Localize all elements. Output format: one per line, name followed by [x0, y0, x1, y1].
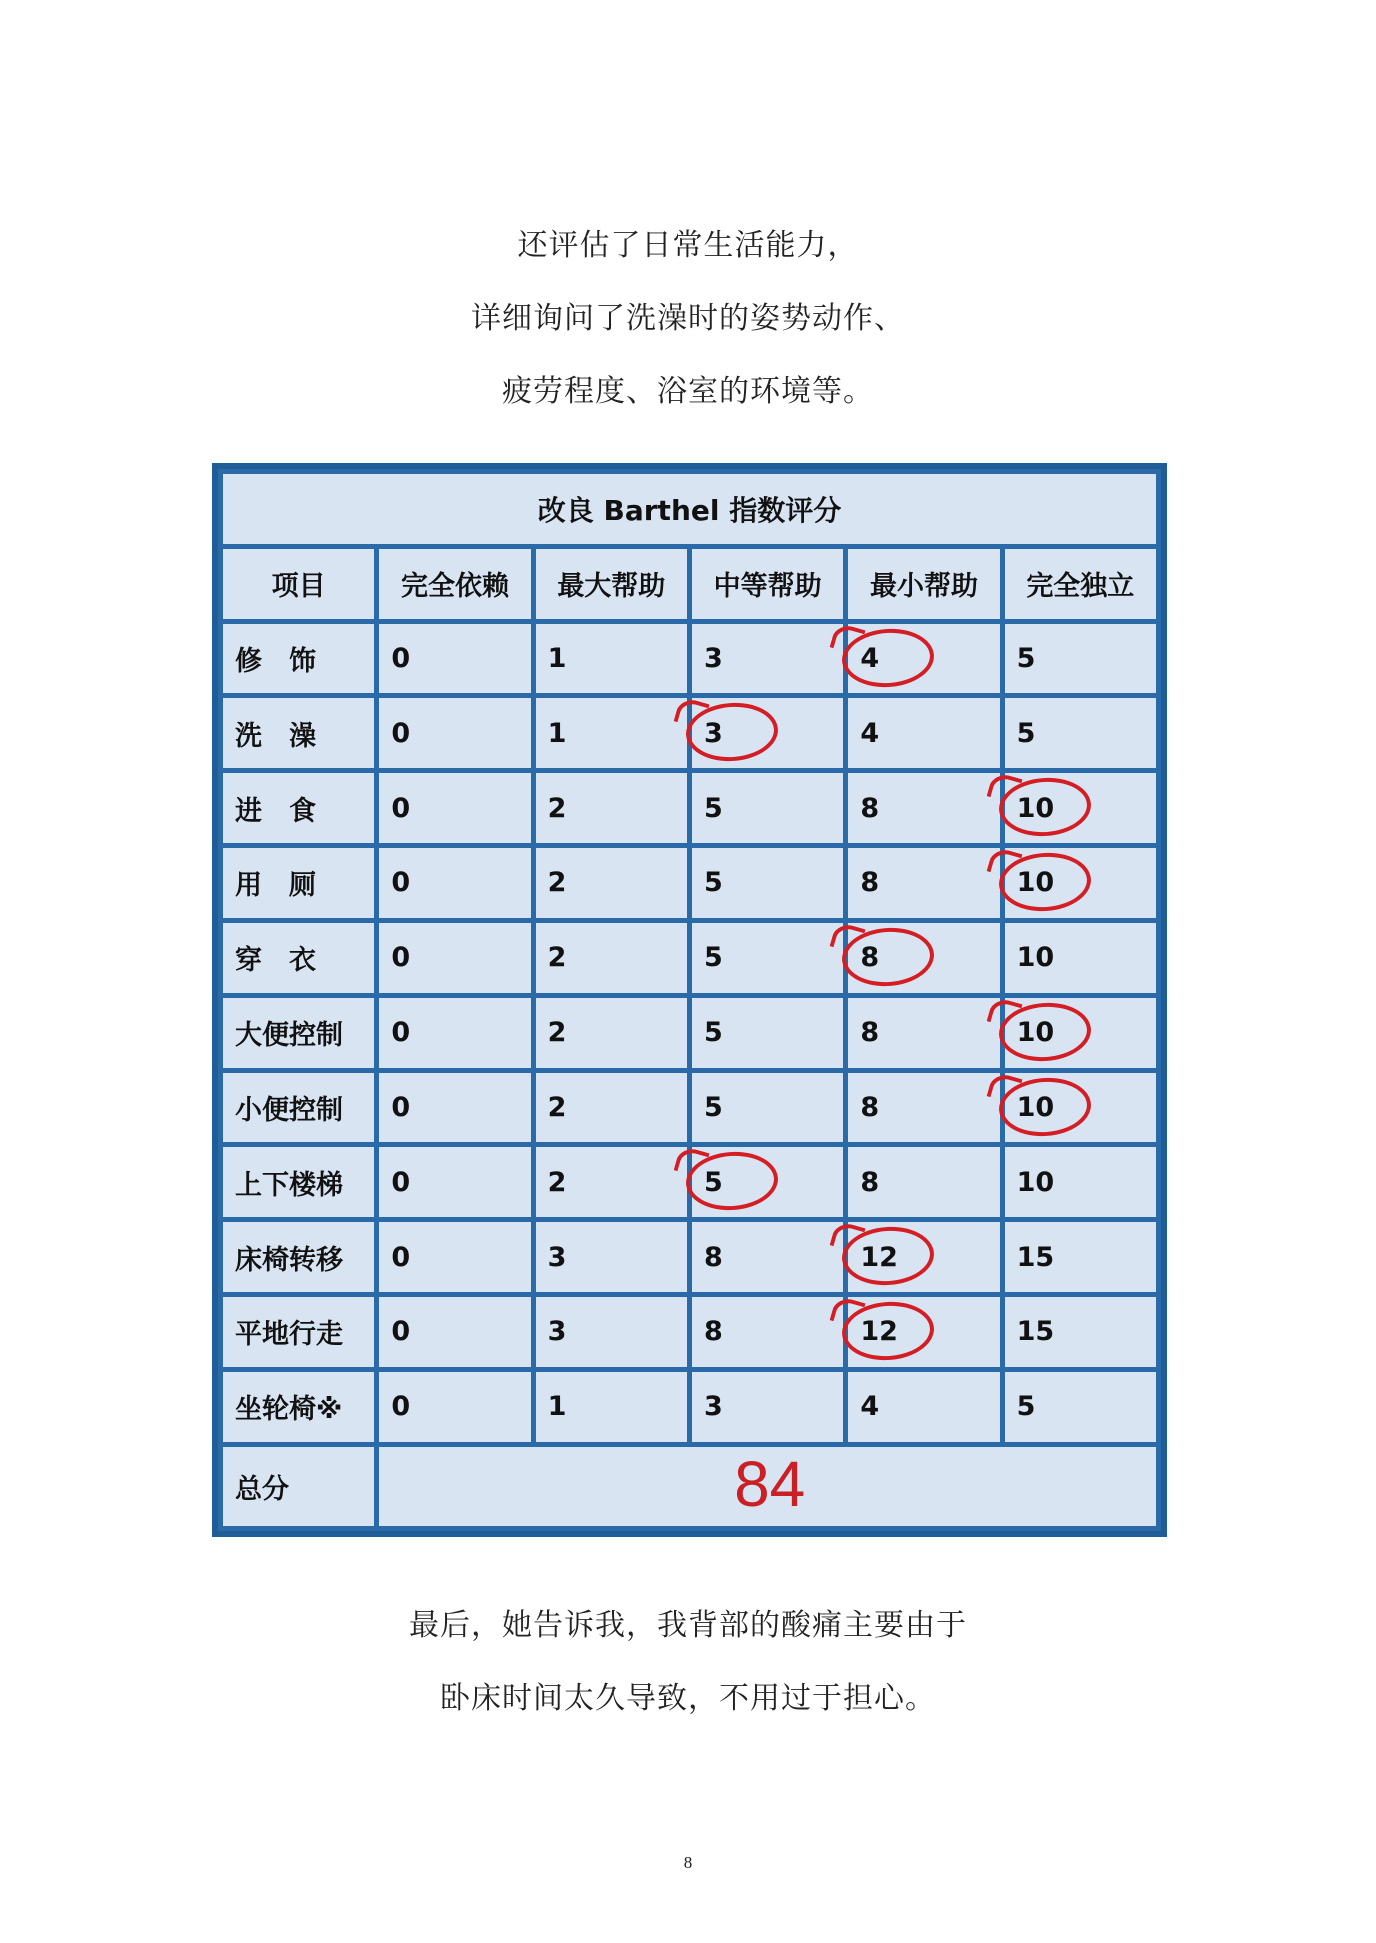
table-row [221, 1070, 1159, 1145]
score-value: 0 [391, 1017, 411, 1049]
total-row [221, 1444, 1159, 1528]
closing-line-2: 卧床时间太久导致，不用过于担心。 [440, 1681, 936, 1716]
score-cell [377, 1369, 533, 1444]
row-item-label: 小便控制 [221, 1070, 377, 1145]
page-number: 8 [683, 1853, 693, 1872]
score-cell [377, 1070, 533, 1145]
score-cell [377, 696, 533, 771]
score-cell [533, 920, 689, 995]
score-value: 5 [703, 1091, 723, 1123]
score-value: 0 [391, 942, 411, 974]
score-cell [846, 846, 1002, 921]
column-header: 项目 [221, 546, 377, 621]
score-cell [533, 995, 689, 1070]
score-cell [689, 1070, 845, 1145]
score-value: 3 [547, 1316, 567, 1348]
score-cell [689, 846, 845, 921]
table-row [221, 1294, 1159, 1369]
score-cell [689, 771, 845, 846]
table-row [221, 771, 1159, 846]
score-value: 10 [1016, 1091, 1055, 1123]
column-header: 最小帮助 [846, 546, 1002, 621]
score-cell [533, 1220, 689, 1295]
table-row [221, 995, 1159, 1070]
total-value-cell [377, 1444, 1159, 1528]
score-value: 0 [391, 1166, 411, 1198]
table-row [221, 696, 1159, 771]
score-cell [846, 621, 1002, 696]
row-item-label: 洗 澡 [221, 696, 377, 771]
score-cell [846, 696, 1002, 771]
row-item-label: 平地行走 [221, 1294, 377, 1369]
score-cell [689, 621, 845, 696]
score-value: 8 [860, 867, 880, 899]
score-value: 2 [547, 1091, 567, 1123]
score-cell [377, 846, 533, 921]
score-cell [533, 771, 689, 846]
score-cell [533, 621, 689, 696]
score-value: 2 [547, 942, 567, 974]
score-cell [1002, 1369, 1158, 1444]
score-value: 5 [1016, 717, 1036, 749]
score-value: 8 [703, 1316, 723, 1348]
row-item-label: 上下楼梯 [221, 1145, 377, 1220]
score-value: 1 [547, 1391, 567, 1423]
score-cell [689, 920, 845, 995]
score-value: 5 [703, 867, 723, 899]
score-value: 2 [547, 792, 567, 824]
table-row [221, 1369, 1159, 1444]
score-cell [846, 995, 1002, 1070]
score-cell [377, 771, 533, 846]
score-cell [689, 1369, 845, 1444]
score-value: 3 [703, 643, 723, 675]
barthel-table-frame [212, 463, 1167, 1537]
score-cell [846, 1369, 1002, 1444]
score-cell [533, 1145, 689, 1220]
score-value: 3 [547, 1241, 567, 1273]
score-value: 4 [860, 643, 880, 675]
score-value: 15 [1016, 1241, 1055, 1273]
intro-line-1: 还评估了日常生活能力， [517, 228, 859, 263]
score-value: 10 [1016, 942, 1055, 974]
score-value: 10 [1016, 1166, 1055, 1198]
score-value: 0 [391, 643, 411, 675]
score-cell [689, 1294, 845, 1369]
row-item-label: 大便控制 [221, 995, 377, 1070]
score-value: 0 [391, 867, 411, 899]
score-value: 3 [703, 1391, 723, 1423]
intro-line-3: 疲劳程度、浴室的环境等。 [502, 374, 874, 409]
score-cell [846, 771, 1002, 846]
score-value: 5 [1016, 643, 1036, 675]
score-value: 4 [860, 1391, 880, 1423]
score-value: 0 [391, 1091, 411, 1123]
score-cell [377, 1294, 533, 1369]
score-cell [689, 995, 845, 1070]
score-value: 2 [547, 867, 567, 899]
score-cell [377, 1145, 533, 1220]
score-cell [846, 920, 1002, 995]
column-header: 中等帮助 [689, 546, 845, 621]
barthel-table [218, 469, 1161, 1531]
score-value: 8 [860, 792, 880, 824]
row-item-label: 修 饰 [221, 621, 377, 696]
row-item-label: 穿 衣 [221, 920, 377, 995]
table-row [221, 1145, 1159, 1220]
closing-line-1: 最后，她告诉我，我背部的酸痛主要由于 [409, 1608, 967, 1643]
score-value: 12 [860, 1316, 898, 1348]
table-title-row [221, 472, 1159, 547]
score-value: 0 [391, 792, 411, 824]
table-row [221, 920, 1159, 995]
score-value: 5 [703, 1166, 723, 1198]
score-cell [689, 1220, 845, 1295]
intro-line-2: 详细询问了洗澡时的姿势动作、 [471, 301, 905, 336]
score-cell [1002, 771, 1158, 846]
score-value: 8 [703, 1241, 723, 1273]
score-cell [533, 696, 689, 771]
score-cell [1002, 1070, 1158, 1145]
score-cell [377, 920, 533, 995]
score-cell [533, 846, 689, 921]
score-value: 8 [860, 1166, 880, 1198]
row-item-label: 用 厕 [221, 846, 377, 921]
score-value: 5 [703, 1017, 723, 1049]
score-value: 12 [860, 1241, 898, 1273]
table-title: 改良 Barthel 指数评分 [221, 472, 1159, 547]
table-row [221, 1220, 1159, 1295]
table-row [221, 846, 1159, 921]
score-cell [846, 1070, 1002, 1145]
score-value: 5 [1016, 1391, 1036, 1423]
score-cell [1002, 1145, 1158, 1220]
score-value: 0 [391, 717, 411, 749]
score-value: 2 [547, 1166, 567, 1198]
score-cell [1002, 846, 1158, 921]
score-cell [377, 621, 533, 696]
score-cell [1002, 920, 1158, 995]
score-value: 0 [391, 1316, 411, 1348]
score-cell [377, 995, 533, 1070]
score-value: 10 [1016, 792, 1055, 824]
score-value: 10 [1016, 867, 1055, 899]
score-value: 5 [703, 942, 723, 974]
total-label: 总分 [221, 1444, 377, 1528]
handwritten-circle-mark [684, 700, 780, 764]
row-item-label: 进 食 [221, 771, 377, 846]
score-value: 1 [547, 717, 567, 749]
score-cell [1002, 696, 1158, 771]
score-value: 0 [391, 1391, 411, 1423]
score-cell [533, 1070, 689, 1145]
score-value: 4 [860, 717, 880, 749]
score-cell [1002, 995, 1158, 1070]
handwritten-circle-mark [840, 925, 936, 989]
score-value: 15 [1016, 1316, 1055, 1348]
score-value: 0 [391, 1241, 411, 1273]
score-cell [689, 1145, 845, 1220]
score-cell [846, 1294, 1002, 1369]
score-cell [1002, 1294, 1158, 1369]
table-row [221, 621, 1159, 696]
row-item-label: 坐轮椅※ [221, 1369, 377, 1444]
column-header: 最大帮助 [533, 546, 689, 621]
column-header: 完全独立 [1002, 546, 1158, 621]
table-header-row [221, 546, 1159, 621]
score-value: 2 [547, 1017, 567, 1049]
score-cell [1002, 1220, 1158, 1295]
score-cell [533, 1369, 689, 1444]
score-cell [377, 1220, 533, 1295]
column-header: 完全依赖 [377, 546, 533, 621]
score-value: 8 [860, 942, 880, 974]
score-cell [846, 1220, 1002, 1295]
score-value: 8 [860, 1091, 880, 1123]
score-cell [689, 696, 845, 771]
total-score: 84 [734, 1448, 806, 1521]
score-value: 1 [547, 643, 567, 675]
score-cell [846, 1145, 1002, 1220]
row-item-label: 床椅转移 [221, 1220, 377, 1295]
handwritten-circle-mark [840, 625, 936, 689]
score-value: 3 [703, 717, 723, 749]
score-cell [533, 1294, 689, 1369]
score-value: 5 [703, 792, 723, 824]
score-cell [1002, 621, 1158, 696]
score-value: 10 [1016, 1017, 1055, 1049]
score-value: 8 [860, 1017, 880, 1049]
handwritten-circle-mark [684, 1149, 780, 1213]
